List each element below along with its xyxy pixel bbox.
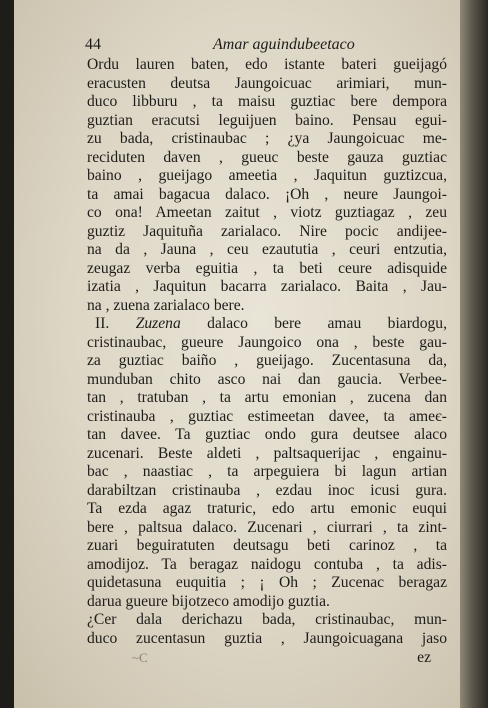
page-text: [87, 34, 447, 668]
text-line: bere , paltsua dalaco. Zucenari , ciurrari , ta zint-: [87, 518, 447, 536]
text-line: duco libburu , ta maisu guztiac bere dempora: [87, 93, 447, 110]
text-line: cristinaubac, gueure Jaungoico ona , beste gau-: [87, 333, 447, 351]
text-line: Ta ezda agaz traturic, edo artu emonic euqui: [87, 500, 447, 517]
running-head: Amar aguindubeetaco: [213, 36, 355, 53]
book-gutter-shadow: [460, 0, 488, 708]
text-line: zucenari. Beste aldeti , paltsaquerijac , engainu-: [87, 444, 447, 462]
catchword: ez: [417, 649, 431, 666]
text-line: guztiz Jaquituña zarialaco. Nire pocic andijee-: [87, 222, 447, 240]
text-line: quidetasuna euquitia ; ¡ Oh ; Zucenac beragaz: [87, 574, 447, 591]
text-line: zu bada, cristinaubac ; ¿ya Jaungoicuac me-: [87, 130, 447, 147]
text-line: baino , gueijago ameetia , Jaquitun guztizcua,: [87, 167, 447, 184]
paragraph-2: [87, 315, 447, 648]
text-line: darua gueure bijotzeco amodijo guztia.: [87, 592, 330, 610]
text-line: bac , naastiac , ta arpeguiera bi lagun artian: [87, 463, 447, 480]
text-line: co ona! Ameetan zaitut , viotz guztiagaz , zeu: [87, 204, 447, 221]
text-line: ¿Cer dala derichazu bada, cristinaubac, mun-: [87, 611, 447, 628]
text-line: tan davee. Ta guztiac ondo gura deutsee alaco: [87, 426, 447, 443]
text-line: cristinauba , guztiac estimeetan davee, ta ameє-: [87, 407, 447, 425]
signature-mark: ~C: [132, 650, 148, 665]
text-line: na da , Jauna , ceu ezaututia , ceuri entzutia,: [87, 241, 447, 258]
text-line: zuari beguiratuten deutsagu beti carinoz , ta: [87, 537, 447, 554]
text-line: reciduten daven , gueuc beste gauza guztiac: [87, 148, 447, 166]
text-line: munduban chito asco nai dan gaucia. Verbee-: [87, 370, 447, 388]
page-footer: [87, 648, 447, 668]
first-line-rest: dalaco bere amau biardogu,: [207, 315, 447, 332]
text-line: guztian eracutsi leguijuen baino. Pensau egui-: [87, 111, 447, 129]
text-line: Ordu lauren baten, edo istante bateri gueijagó: [87, 56, 447, 73]
text-line: eracusten deutsa Jaungoicuac arimiari, mun-: [87, 74, 447, 92]
text-line: amodijoz. Ta beragaz naidogu contuba , ta adis-: [87, 555, 447, 573]
text-line: izatia , Jaquitun bacarra zarialaco. Baita , Jau-: [87, 278, 447, 295]
text-line: zeugaz verba eguitia , ta beti ceure adisquide: [87, 259, 447, 277]
paragraph-1: [87, 56, 447, 315]
text-line: tan , tratuban , ta artu emonian , zucena dan: [87, 389, 447, 406]
paragraph-2-first-line: [87, 315, 447, 334]
section-number: II.: [95, 315, 110, 332]
text-line: za guztiac baiño , gueijago. Zucentasuna da,: [87, 352, 447, 369]
text-line: ta amai bagacua dalaco. ¡Oh , neure Jaungoi-: [87, 185, 447, 203]
page-header: [87, 34, 447, 56]
text-line: na , zuena zarialaco bere.: [87, 296, 245, 314]
book-page: [14, 0, 460, 708]
text-line: duco zucentasun guztia , Jaungoicuagana jaso: [87, 629, 447, 647]
text-line: darabiltzan cristinauba , ezdau inoc icusi gura.: [87, 481, 447, 499]
page-number: 44: [85, 36, 101, 53]
lead-word: Zuzena: [135, 315, 181, 332]
